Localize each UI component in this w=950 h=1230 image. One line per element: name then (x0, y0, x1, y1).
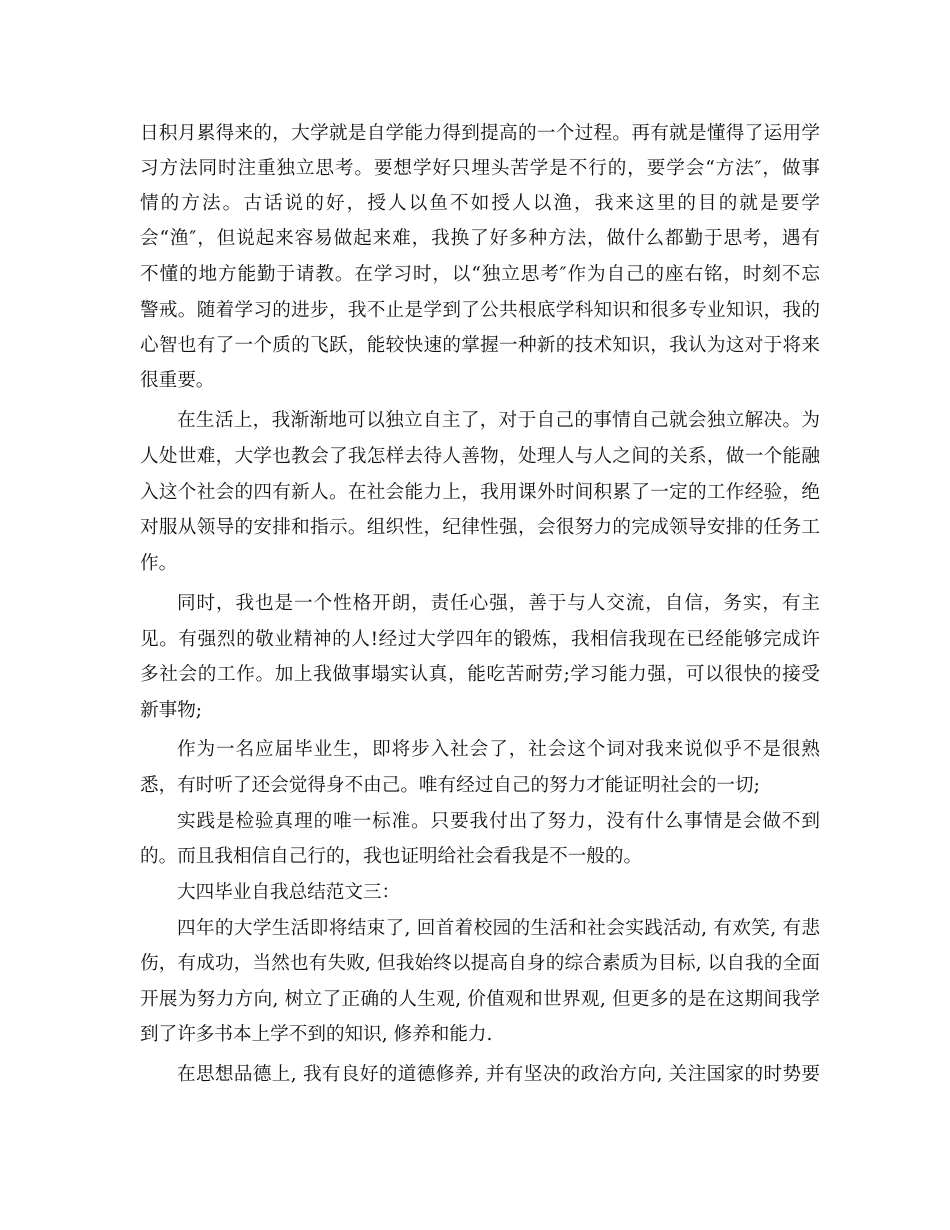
text-line: 对服从领导的安排和指示。组织性，纪律性强，会很努力的完成领导安排的任务工 (140, 517, 820, 538)
text-line: 情的方法。古话说的好，授人以鱼不如授人以渔，我来这里的目的就是要学 (140, 193, 820, 214)
text-line: 日积月累得来的，大学就是自学能力得到提高的一个过程。再有就是懂得了运用学 (140, 123, 820, 144)
text-line: 伤，有成功，当然也有失败, 但我始终以提高自身的综合素质为目标, 以自我的全面 (140, 953, 820, 974)
text-line: 多社会的工作。加上我做事塌实认真，能吃苦耐劳;学习能力强，可以很快的接受 (140, 664, 820, 685)
text-line: 见。有强烈的敬业精神的人!经过大学四年的锻炼，我相信我现在已经能够完成许 (140, 629, 820, 650)
text-line: 到了许多书本上学不到的知识, 修养和能力. (140, 1024, 493, 1045)
text-line: 悉，有时听了还会觉得身不由己。唯有经过自己的努力才能证明社会的一切; (140, 775, 760, 796)
text-line: 开展为努力方向, 树立了正确的人生观, 价值观和世界观, 但更多的是在这期间我学 (140, 989, 820, 1010)
text-line: 新事物; (140, 700, 203, 721)
section-heading: 大四毕业自我总结范文三： (177, 882, 401, 903)
paragraph-first-line: 实践是检验真理的唯一标准。只要我付出了努力，没有什么事情是会做不到 (177, 811, 820, 832)
paragraph-first-line: 在生活上，我渐渐地可以独立自主了，对于自己的事情自己就会独立解决。为 (177, 410, 820, 431)
text-line: 人处世难，大学也教会了我怎样去待人善物，处理人与人之间的关系，做一个能融 (140, 446, 820, 467)
text-line: 的。而且我相信自己行的，我也证明给社会看我是不一般的。 (140, 846, 643, 867)
text-line: 警戒。随着学习的进步，我不止是学到了公共根底学科知识和很多专业知识，我的 (140, 300, 820, 321)
text-line: 很重要。 (140, 370, 215, 391)
text-line: 作。 (140, 553, 178, 574)
text-line: 不懂的地方能勤于请教。在学习时，以“独立思考″作为自己的座右铭，时刻不忘 (140, 264, 820, 285)
paragraph-first-line: 在思想品德上, 我有良好的道德修养, 并有坚决的政治方向, 关注国家的时势要 (177, 1064, 820, 1085)
text-line: 习方法同时注重独立思考。要想学好只埋头苦学是不行的，要学会“方法″，做事 (140, 158, 820, 179)
paragraph-first-line: 同时，我也是一个性格开朗，责任心强，善于与人交流，自信，务实，有主 (177, 593, 820, 614)
paragraph-first-line: 四年的大学生活即将结束了, 回首着校园的生活和社会实践活动, 有欢笑, 有悲 (177, 918, 820, 939)
text-line: 心智也有了一个质的飞跃，能较快速的掌握一种新的技术知识，我认为这对于将来 (140, 335, 820, 356)
text-line: 入这个社会的四有新人。在社会能力上，我用课外时间积累了一定的工作经验，绝 (140, 482, 820, 503)
text-line: 会“渔″，但说起来容易做起来难，我换了好多种方法，做什么都勤于思考，遇有 (140, 228, 820, 249)
paragraph-first-line: 作为一名应届毕业生，即将步入社会了，社会这个词对我来说似乎不是很熟 (177, 739, 820, 760)
